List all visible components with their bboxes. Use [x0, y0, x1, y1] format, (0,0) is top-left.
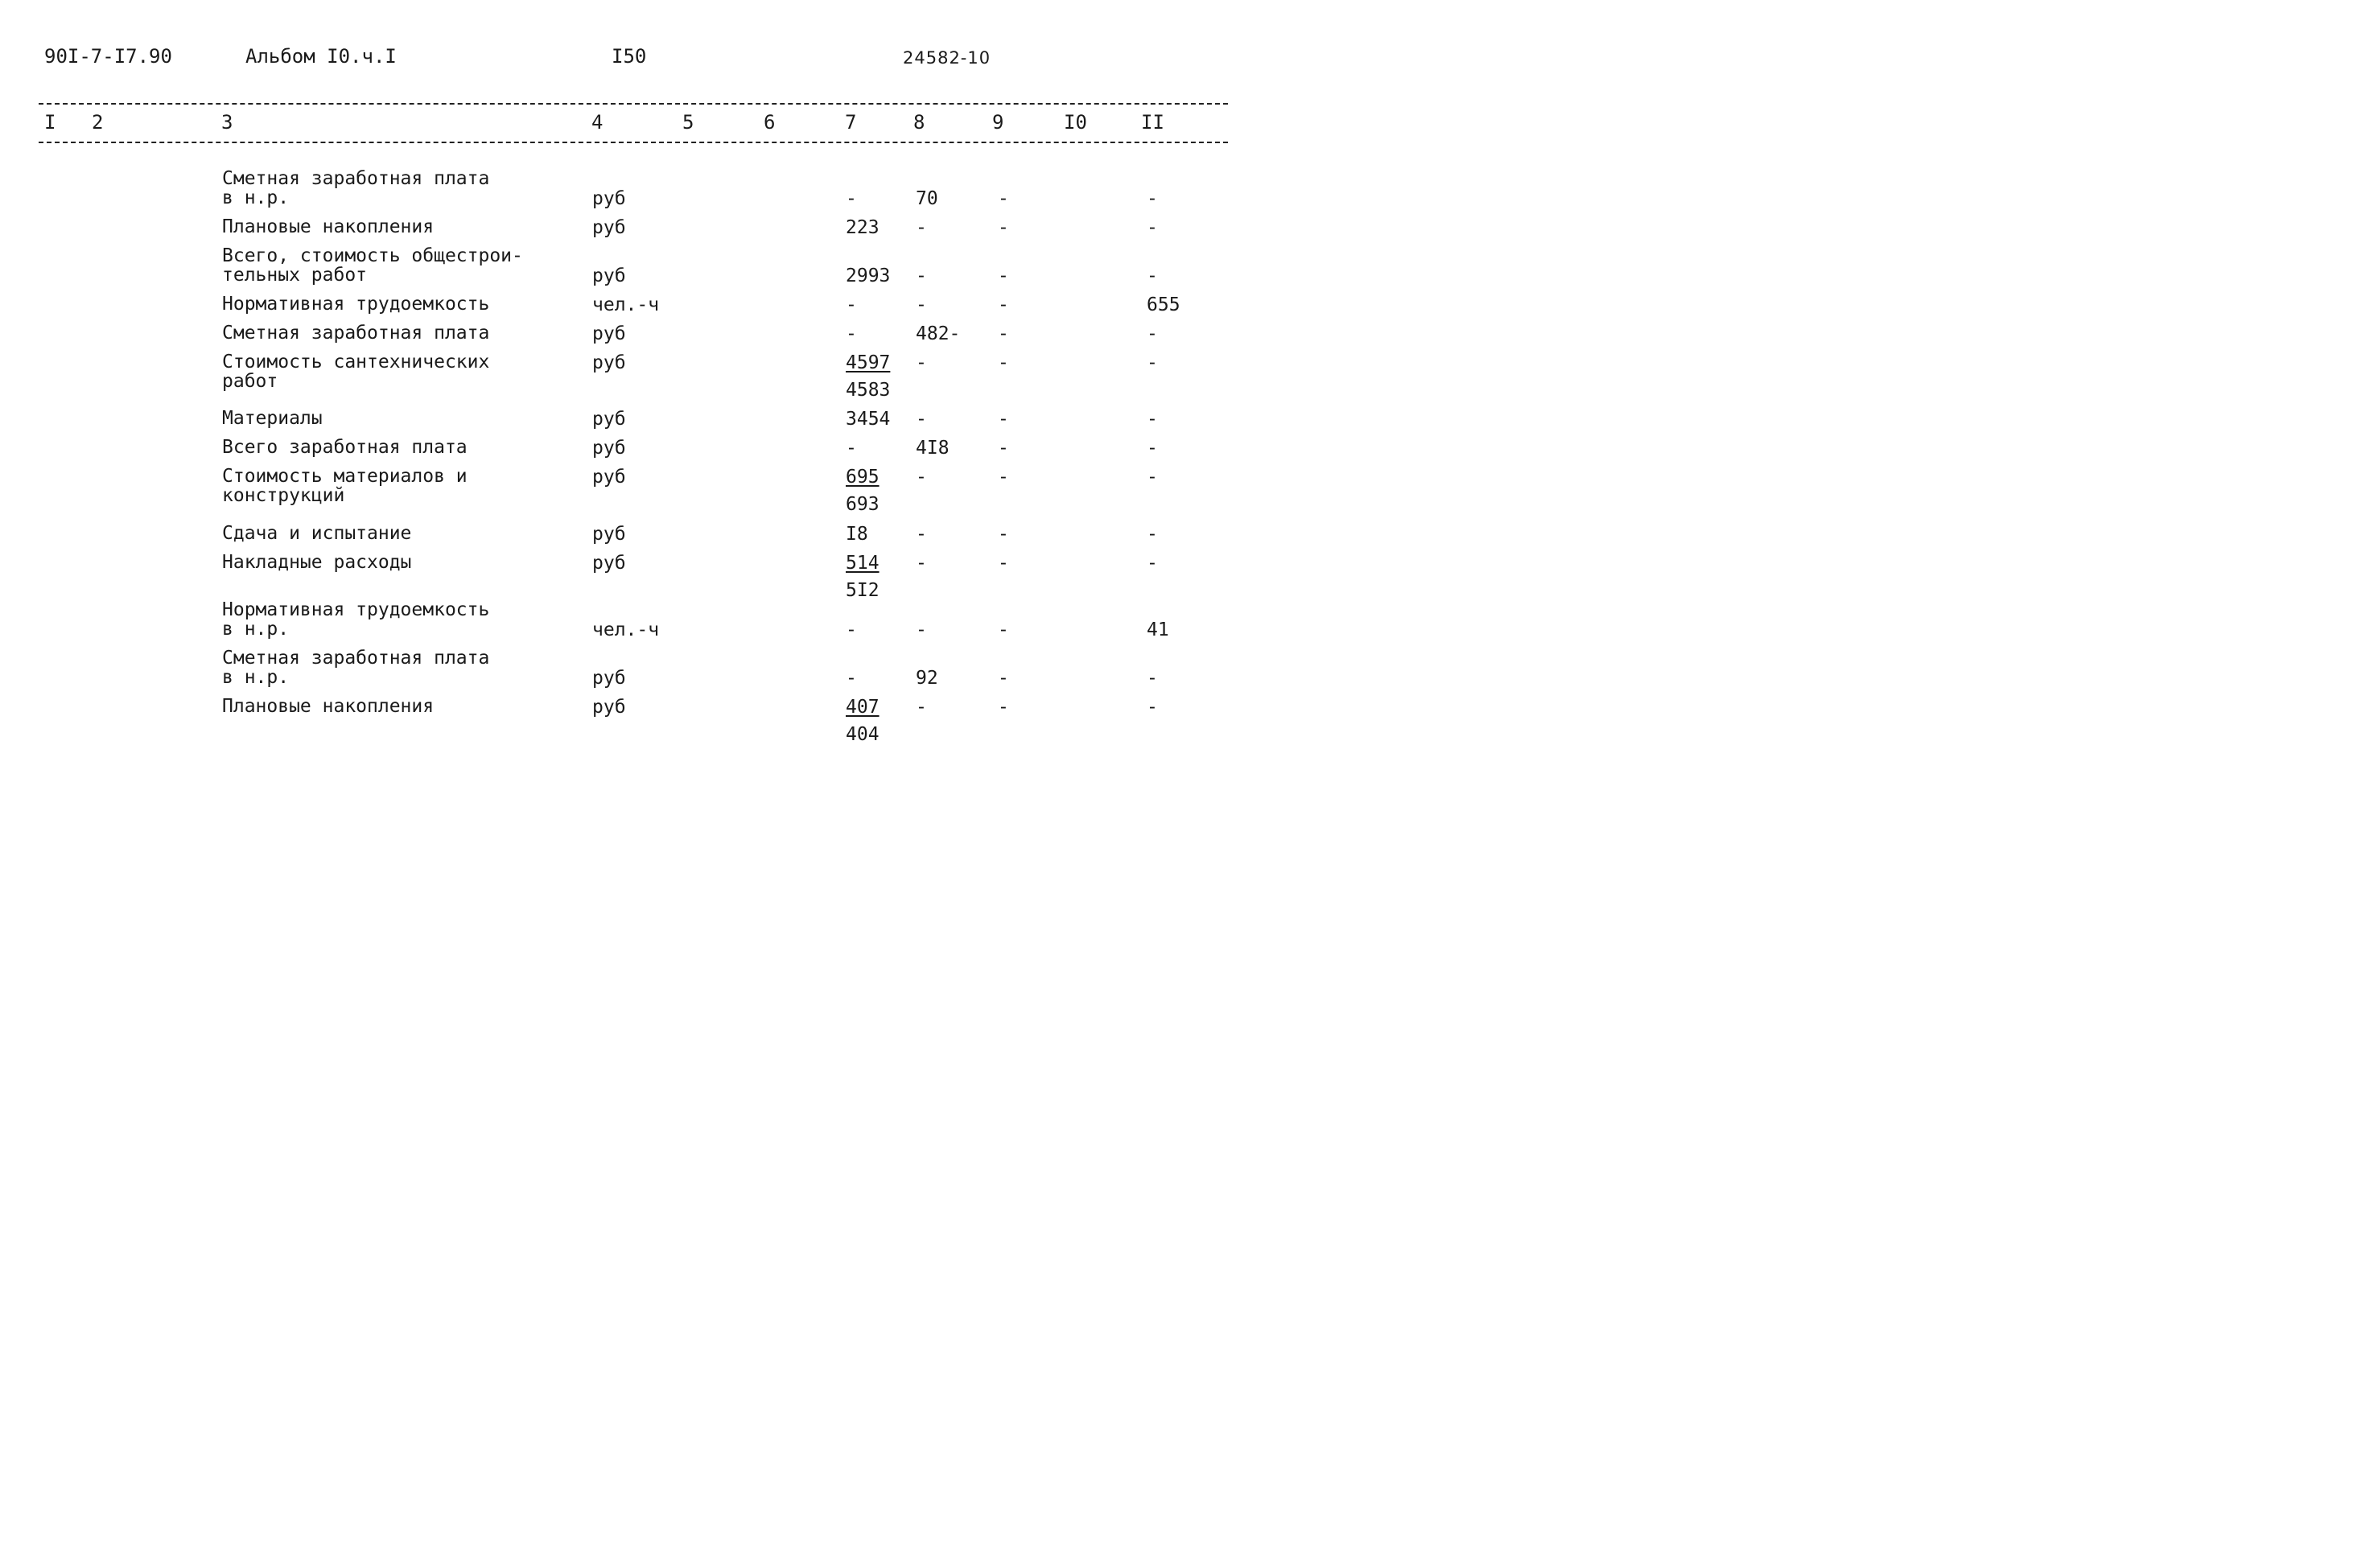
row-label: конструкций	[222, 485, 345, 506]
row-value-col9: -	[998, 619, 1009, 640]
row-value-col11: -	[1147, 409, 1158, 430]
row-value-col11: -	[1147, 524, 1158, 545]
document-code: 90I-7-I7.90	[44, 45, 172, 68]
row-value-col11: -	[1147, 697, 1158, 718]
row-unit: руб	[592, 524, 626, 545]
row-value-col8: -	[916, 467, 927, 488]
row-value-col11: -	[1147, 438, 1158, 459]
row-label: Плановые накопления	[222, 696, 435, 717]
row-unit: чел.-ч	[592, 619, 660, 640]
row-value-col11: -	[1147, 188, 1158, 209]
row-value-col11: -	[1147, 217, 1158, 238]
row-value-col7: -	[846, 438, 857, 459]
row-value-col11: -	[1147, 352, 1158, 373]
row-value-col11: 655	[1147, 294, 1180, 315]
row-label: Сметная заработная плата	[222, 323, 490, 344]
row-value-col11: -	[1147, 553, 1158, 574]
column-number-1: I	[44, 111, 56, 134]
row-value-col9: -	[998, 409, 1009, 430]
row-value-col8: 4I8	[916, 438, 950, 459]
row-value-col8: -	[916, 409, 927, 430]
row-value-col9: -	[998, 524, 1009, 545]
row-value-col9: -	[998, 668, 1009, 689]
column-number-10: I0	[1064, 111, 1087, 134]
row-value-col7-corrected: 404	[846, 724, 880, 745]
row-value-col11: -	[1147, 265, 1158, 286]
row-unit: руб	[592, 697, 626, 718]
row-value-col11: -	[1147, 668, 1158, 689]
row-label: Всего заработная плата	[222, 437, 468, 458]
row-label: Плановые накопления	[222, 216, 435, 237]
row-value-col9: -	[998, 294, 1009, 315]
column-number-5: 5	[682, 111, 694, 134]
row-value-col9: -	[998, 188, 1009, 209]
row-unit: руб	[592, 188, 626, 209]
row-value-col7-corrected: 5I2	[846, 580, 880, 601]
row-value-col8: 482-	[916, 323, 961, 344]
row-value-col7: -	[846, 619, 857, 640]
row-value-col7-corrected: 4583	[846, 380, 891, 401]
row-value-col8: 70	[916, 188, 938, 209]
row-unit: руб	[592, 323, 626, 344]
row-label: в н.р.	[222, 619, 290, 640]
column-number-6: 6	[764, 111, 776, 134]
row-label: Сметная заработная плата	[222, 648, 490, 669]
row-value-col7: I8	[846, 524, 868, 545]
header-divider-top	[39, 103, 1228, 105]
row-label: Нормативная трудоемкость	[222, 294, 490, 315]
column-number-2: 2	[92, 111, 104, 134]
column-number-3: 3	[221, 111, 233, 134]
row-value-col7: 4597	[846, 352, 891, 373]
column-number-4: 4	[591, 111, 604, 134]
row-label: Накладные расходы	[222, 552, 412, 573]
row-value-col7: 514	[846, 553, 880, 574]
row-label: Всего, стоимость общестрои-	[222, 245, 523, 266]
column-number-11: II	[1141, 111, 1164, 134]
row-label: работ	[222, 371, 278, 392]
row-value-col8: -	[916, 697, 927, 718]
row-value-col8: -	[916, 294, 927, 315]
column-number-9: 9	[992, 111, 1004, 134]
row-value-col7: -	[846, 294, 857, 315]
row-label: в н.р.	[222, 187, 290, 208]
row-label: Стоимость сантехнических	[222, 352, 490, 372]
row-value-col7: 407	[846, 697, 880, 718]
row-label: Сдача и испытание	[222, 523, 412, 544]
row-unit: руб	[592, 553, 626, 574]
row-value-col9: -	[998, 217, 1009, 238]
row-value-col8: -	[916, 265, 927, 286]
row-unit: руб	[592, 467, 626, 488]
row-value-col8: -	[916, 524, 927, 545]
row-unit: руб	[592, 438, 626, 459]
row-value-col7: -	[846, 323, 857, 344]
row-unit: руб	[592, 265, 626, 286]
row-unit: руб	[592, 217, 626, 238]
row-value-col7: -	[846, 188, 857, 209]
row-value-col9: -	[998, 438, 1009, 459]
archive-stamp-number: 24582-10	[903, 48, 991, 68]
column-number-7: 7	[845, 111, 857, 134]
row-label: Материалы	[222, 408, 323, 429]
row-unit: руб	[592, 668, 626, 689]
row-value-col11: -	[1147, 467, 1158, 488]
row-value-col8: -	[916, 352, 927, 373]
column-number-8: 8	[913, 111, 925, 134]
row-value-col7: 695	[846, 467, 880, 488]
row-value-col8: -	[916, 553, 927, 574]
row-value-col11: 41	[1147, 619, 1169, 640]
row-value-col9: -	[998, 265, 1009, 286]
row-label: Нормативная трудоемкость	[222, 599, 490, 620]
row-value-col9: -	[998, 697, 1009, 718]
row-value-col7: -	[846, 668, 857, 689]
row-unit: руб	[592, 409, 626, 430]
row-unit: руб	[592, 352, 626, 373]
row-value-col8: -	[916, 217, 927, 238]
row-label: Стоимость материалов и	[222, 466, 468, 487]
row-value-col9: -	[998, 352, 1009, 373]
page-number: I50	[612, 45, 647, 68]
row-value-col9: -	[998, 323, 1009, 344]
row-value-col7-corrected: 693	[846, 494, 880, 515]
row-value-col7: 3454	[846, 409, 891, 430]
album-reference: Альбом I0.ч.I	[245, 45, 397, 68]
row-label: в н.р.	[222, 667, 290, 688]
row-value-col7: 223	[846, 217, 880, 238]
row-value-col8: -	[916, 619, 927, 640]
row-value-col7: 2993	[846, 265, 891, 286]
row-value-col9: -	[998, 553, 1009, 574]
row-value-col9: -	[998, 467, 1009, 488]
header-divider-bottom	[39, 142, 1228, 143]
row-unit: чел.-ч	[592, 294, 660, 315]
row-label: тельных работ	[222, 265, 368, 286]
row-label: Сметная заработная плата	[222, 168, 490, 189]
row-value-col8: 92	[916, 668, 938, 689]
row-value-col11: -	[1147, 323, 1158, 344]
